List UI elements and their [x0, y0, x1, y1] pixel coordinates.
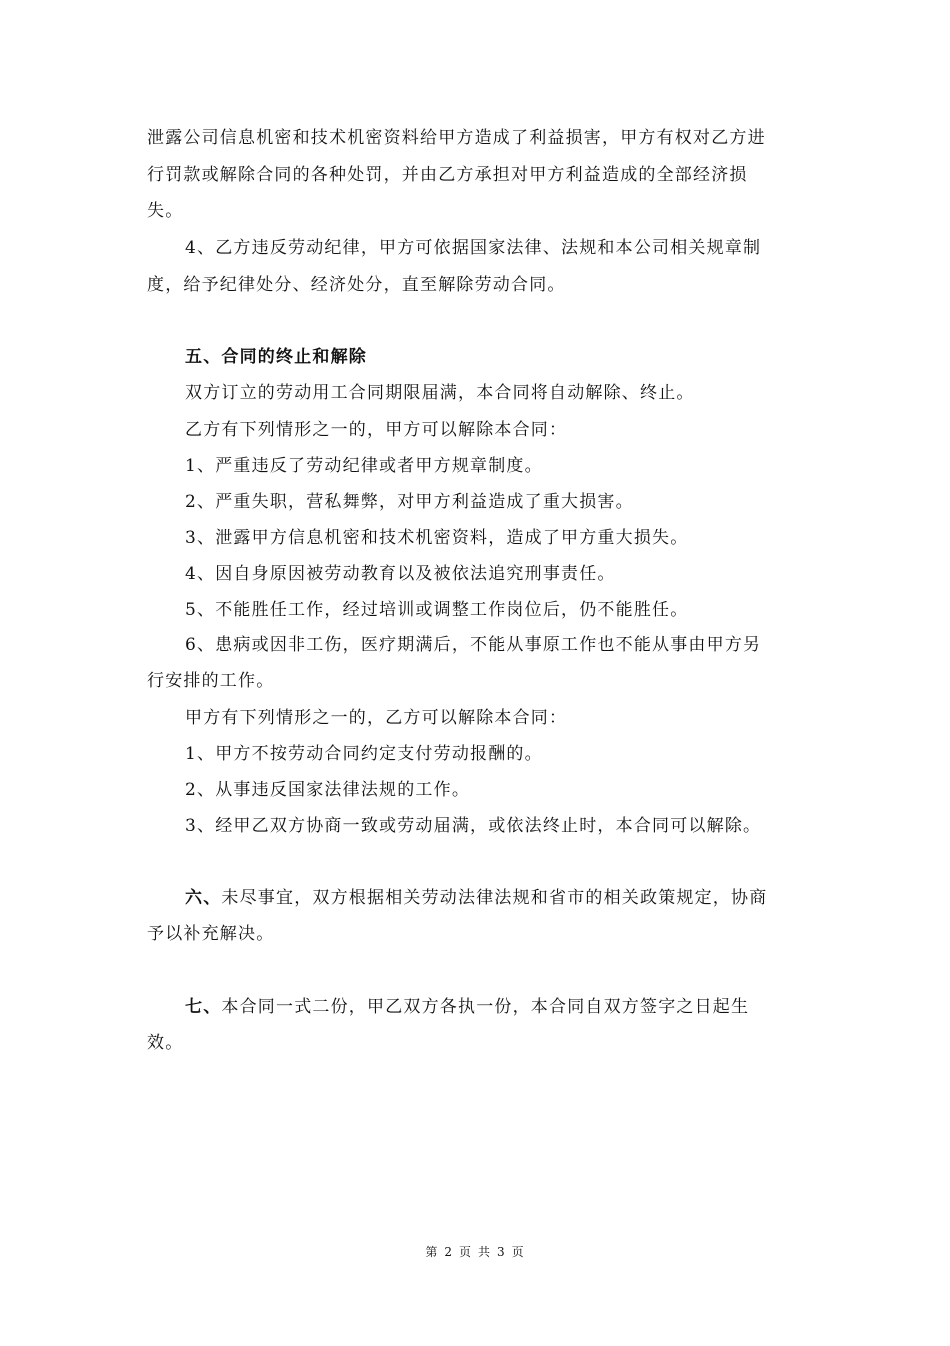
section-heading: 六、 — [185, 888, 222, 908]
total-page-number: 3 — [497, 1245, 506, 1259]
body-line: 甲方有下列情形之一的，乙方可以解除本合同： — [185, 708, 568, 728]
section-7-line-1 — [185, 996, 807, 1018]
total-label: 共 — [478, 1245, 492, 1259]
section-6-line-1 — [185, 887, 807, 909]
body-line: 乙方有下列情形之一的，甲方可以解除本合同： — [185, 420, 568, 440]
list-item: 6、患病或因非工伤，医疗期满后，不能从事原工作也不能从事由甲方另 — [185, 635, 762, 655]
list-item: 1、严重违反了劳动纪律或者甲方规章制度。 — [185, 456, 543, 476]
body-line: 泄露公司信息机密和技术机密资料给甲方造成了利益损害，甲方有权对乙方进 — [147, 128, 766, 148]
list-item: 5、不能胜任工作，经过培训或调整工作岗位后，仍不能胜任。 — [185, 600, 689, 620]
section-text: 本合同一式二份，甲乙双方各执一份，本合同自双方签字之日起生 — [221, 997, 750, 1017]
section-heading: 五、合同的终止和解除 — [185, 347, 367, 367]
section-heading: 七、 — [185, 997, 222, 1017]
page-footer — [0, 1243, 950, 1260]
body-line: 行罚款或解除合同的各种处罚，并由乙方承担对甲方利益造成的全部经济损 — [147, 165, 748, 185]
list-item: 2、严重失职，营私舞弊，对甲方利益造成了重大损害。 — [185, 492, 634, 512]
page-label: 页 — [458, 1245, 472, 1259]
list-item: 1、甲方不按劳动合同约定支付劳动报酬的。 — [185, 744, 543, 764]
list-item: 4、因自身原因被劳动教育以及被依法追究刑事责任。 — [185, 564, 616, 584]
list-item: 3、泄露甲方信息机密和技术机密资料，造成了甲方重大损失。 — [185, 528, 689, 548]
section-text: 未尽事宜，双方根据相关劳动法律法规和省市的相关政策规定，协商 — [221, 888, 768, 908]
body-line: 予以补充解决。 — [147, 924, 275, 944]
page-label: 第 — [425, 1245, 439, 1259]
body-line: 双方订立的劳动用工合同期限届满，本合同将自动解除、终止。 — [185, 383, 695, 403]
body-line: 度，给予纪律处分、经济处分，直至解除劳动合同。 — [147, 275, 566, 295]
body-line: 效。 — [147, 1033, 184, 1053]
list-item: 2、从事违反国家法律法规的工作。 — [185, 780, 471, 800]
current-page-number: 2 — [444, 1245, 453, 1259]
list-item: 3、经甲乙双方协商一致或劳动届满，或依法终止时，本合同可以解除。 — [185, 816, 762, 836]
body-line: 行安排的工作。 — [147, 671, 275, 691]
body-line: 4、乙方违反劳动纪律，甲方可依据国家法律、法规和本公司相关规章制 — [185, 238, 762, 258]
body-line: 失。 — [147, 201, 184, 221]
page-label: 页 — [511, 1245, 525, 1259]
